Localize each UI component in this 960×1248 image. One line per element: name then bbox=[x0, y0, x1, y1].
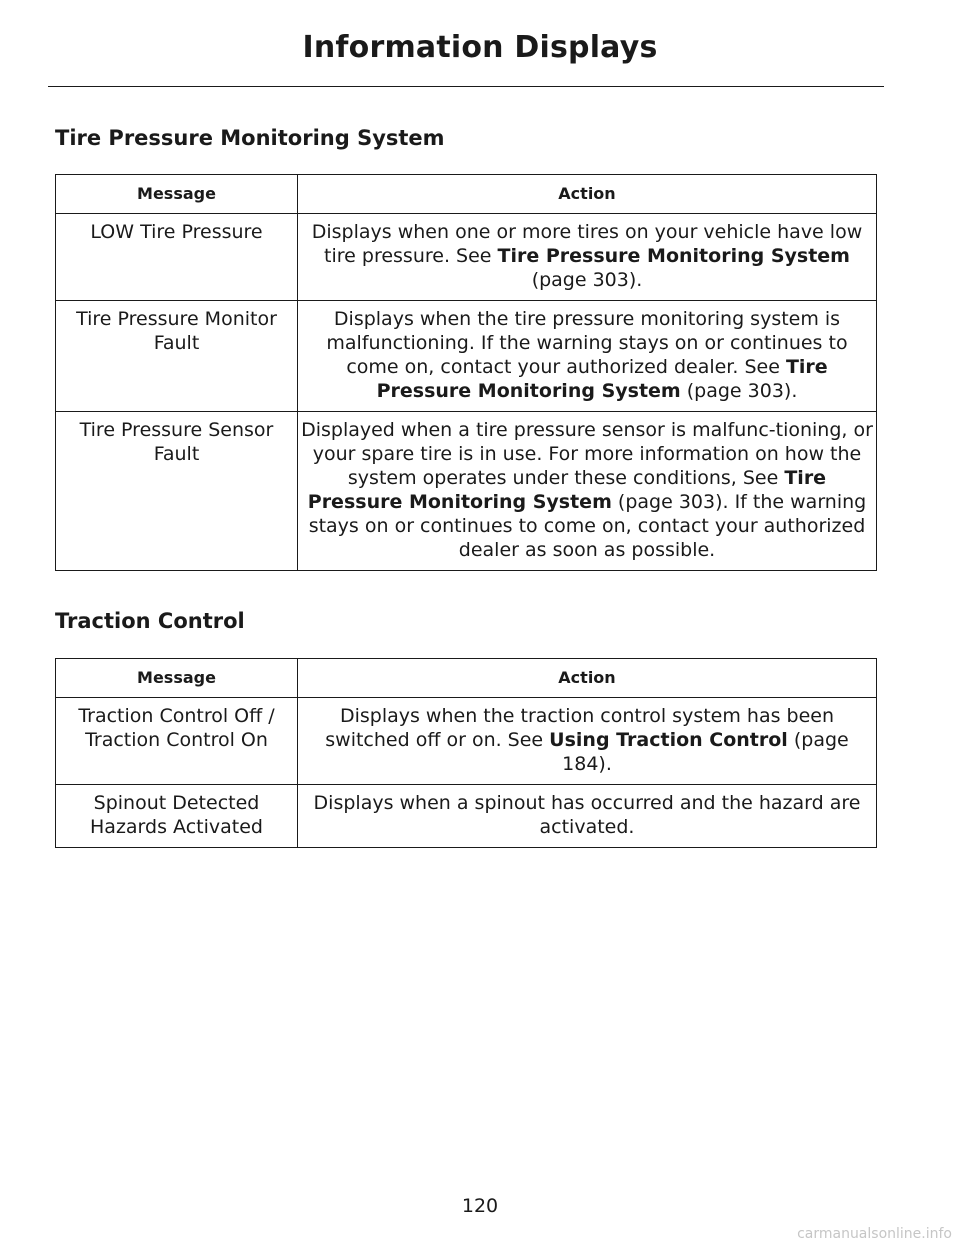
table-row bbox=[56, 412, 877, 571]
message-cell: LOW Tire Pressure bbox=[56, 214, 298, 301]
section-heading-traction-control: Traction Control bbox=[55, 609, 245, 633]
action-text: Displays when one or more tires on your vehicle have low tire pressure. See bbox=[311, 221, 863, 267]
column-header-message: Message bbox=[56, 659, 298, 698]
action-text: Displays when the tire pressure monitoring system is malfunctioning. If the warning stays on or continues to come on, contact your authorized dealer. See bbox=[326, 308, 848, 378]
site-watermark[interactable]: carmanualsonline.info bbox=[797, 1226, 952, 1242]
table-header-row bbox=[56, 659, 877, 698]
table-row bbox=[56, 214, 877, 301]
table-row bbox=[56, 301, 877, 412]
message-cell: Tire Pressure Sensor Fault bbox=[56, 412, 298, 571]
message-cell: Tire Pressure Monitor Fault bbox=[56, 301, 298, 412]
traction-control-message-table bbox=[55, 658, 877, 848]
page-reference-number: (page 303). bbox=[680, 380, 798, 402]
page-number: 120 bbox=[461, 1195, 499, 1217]
action-cell bbox=[298, 214, 877, 301]
page-reference: Tire Pressure Monitoring System bbox=[376, 356, 828, 402]
action-text: Displayed when a tire pressure sensor is malfunc-tioning, or your spare tire is in use. For more information on how the system operates under these conditions, See bbox=[301, 419, 873, 489]
action-cell bbox=[298, 412, 877, 571]
table-row bbox=[56, 785, 877, 848]
table-header-row bbox=[56, 175, 877, 214]
section-heading-tpms: Tire Pressure Monitoring System bbox=[55, 126, 445, 150]
action-text: Displays when the traction control system has been switched off or on. See bbox=[325, 705, 835, 751]
page-reference: Using Traction Control bbox=[549, 729, 788, 751]
page-reference-number: (page 184). bbox=[562, 729, 849, 775]
page-reference: Tire Pressure Monitoring System bbox=[497, 245, 850, 267]
message-cell: Traction Control Off / Traction Control On bbox=[56, 698, 298, 785]
table-row bbox=[56, 698, 877, 785]
tpms-message-table bbox=[55, 174, 877, 571]
action-text-continued: (page 303). If the warning stays on or continues to come on, contact your authorized dealer as soon as possible. bbox=[308, 491, 867, 561]
page-title: Information Displays bbox=[302, 30, 658, 65]
action-cell bbox=[298, 785, 877, 848]
column-header-action: Action bbox=[298, 175, 877, 214]
page-reference: Tire Pressure Monitoring System bbox=[307, 467, 827, 513]
action-cell bbox=[298, 301, 877, 412]
column-header-message: Message bbox=[56, 175, 298, 214]
message-cell: Spinout Detected Hazards Activated bbox=[56, 785, 298, 848]
title-divider bbox=[48, 86, 884, 87]
page-reference-number: (page 303). bbox=[531, 269, 643, 291]
action-cell bbox=[298, 698, 877, 785]
column-header-action: Action bbox=[298, 659, 877, 698]
action-text: Displays when a spinout has occurred and the hazard are activated. bbox=[313, 792, 861, 838]
